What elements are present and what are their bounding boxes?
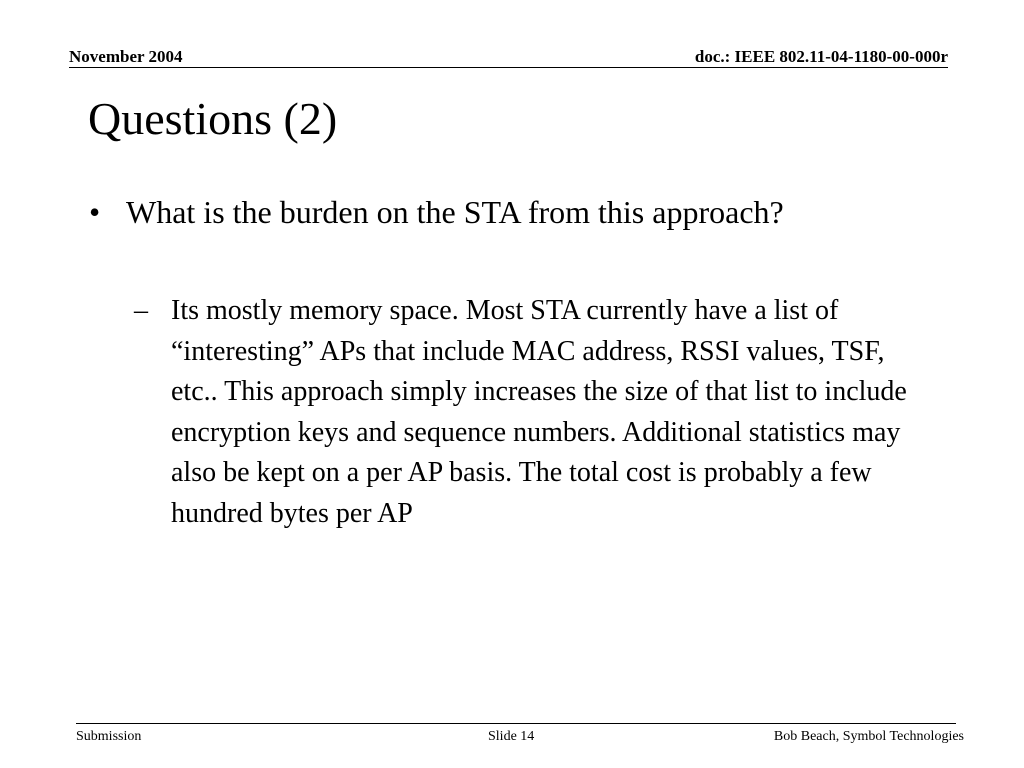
footer-rule [76, 723, 956, 724]
bullet-text: What is the burden on the STA from this approach? [126, 194, 784, 230]
sub-bullet-marker: – [134, 295, 148, 326]
footer-left: Submission [76, 729, 142, 744]
bullet-item [89, 190, 809, 235]
footer-author: Bob Beach, Symbol Technologies [773, 729, 964, 744]
bullet-marker: • [89, 194, 101, 230]
header-doc-id: doc.: IEEE 802.11-04-1180-00-000r [694, 47, 948, 66]
header-rule [69, 67, 948, 68]
slide-title: Questions (2) [88, 93, 338, 144]
sub-bullet-item [134, 291, 934, 534]
footer-slide-number: Slide 14 [488, 729, 535, 744]
header-date: November 2004 [69, 47, 183, 66]
sub-bullet-text: Its mostly memory space. Most STA currently have a list of “interesting” APs that include MAC address, RSSI values, TSF, etc.. This approach simply increases the size of that list to include encryption keys and sequence numbers. Additional statistics may also be kept on a per AP basis. The total cost is probably a few hundred bytes per AP [171, 295, 907, 529]
